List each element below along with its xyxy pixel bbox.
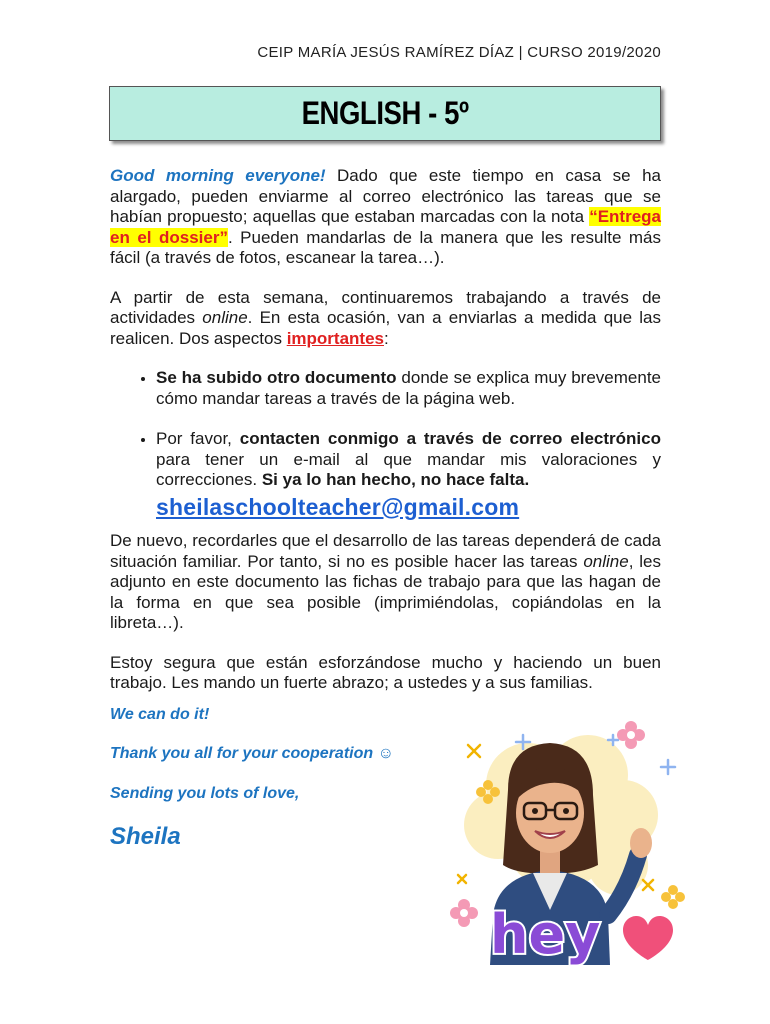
closing-line-2: Thank you all for your cooperation ☺	[110, 745, 394, 762]
title-banner	[109, 86, 661, 141]
intro-text-2: . Pueden mandarlas de la manera que les resulte más fácil (a través de fotos, escanear la tarea…).	[110, 227, 661, 267]
greeting: Good morning everyone!	[110, 166, 326, 185]
paragraph-hug: Estoy segura que están esforzándose mucho y haciendo un buen trabajo. Les mando un fuerte abrazo; a ustedes y a sus familias.	[110, 652, 661, 692]
page-title: ENGLISH - 5º	[301, 95, 469, 131]
bullet2-bold-1: contacten conmigo a través de correo electrónico	[239, 429, 661, 448]
list-item	[156, 368, 661, 409]
closing-line-1: We can do it!	[110, 706, 210, 723]
important-word: importantes	[286, 328, 384, 348]
closing-line-3: Sending you lots of love,	[110, 785, 300, 802]
online-text-3: :	[384, 328, 389, 348]
list-item	[156, 429, 661, 520]
bitmoji-avatar-waving-icon	[438, 715, 688, 965]
signature-name: Sheila	[110, 823, 181, 850]
bullet2-bold-2: Si ya lo han hecho, no hace falta.	[261, 470, 530, 489]
bullet1-bold: Se ha subido otro documento	[156, 368, 397, 387]
paragraph-intro	[110, 166, 661, 269]
bullet2-text-1: Por favor,	[156, 429, 240, 448]
aspects-list	[110, 368, 661, 520]
letter-body	[110, 166, 661, 713]
intro-text-1: Dado que este tiempo en casa se ha alargado, pueden enviarme al correo electrónico las tareas que se habían propuesto; aquellas que estaban marcadas con la nota	[110, 166, 661, 226]
hey-text: hey	[490, 903, 601, 965]
online-text-1: A partir de esta semana, continuaremos trabajando a través de actividades	[110, 287, 661, 327]
online-text-2: . En esta ocasión, van a enviarlas a medida que las realicen. Dos aspectos	[110, 308, 662, 348]
email-link[interactable]: sheilaschoolteacher@gmail.com	[156, 493, 520, 520]
page-header: CEIP MARÍA JESÚS RAMÍREZ DÍAZ | CURSO 2019/2020	[257, 44, 661, 61]
bullet1-text: donde se explica muy brevemente cómo mandar tareas a través de la página web.	[156, 368, 661, 408]
paragraph-family	[110, 531, 661, 634]
family-italic: online	[583, 551, 629, 571]
dossier-note: “Entrega en el dossier”	[110, 207, 661, 247]
paragraph-online	[110, 288, 661, 350]
bullet2-text-2: para tener un e-mail al que mandar mis valoraciones y correcciones.	[156, 449, 661, 489]
family-text-2: , les adjunto en este documento las fichas de trabajo para que las hagan de la forma en que sea posible (imprimiéndolas, copiándolas en la libreta…).	[110, 551, 661, 632]
family-text-1: De nuevo, recordarles que el desarrollo de las tareas dependerá de cada situación familiar. Por tanto, si no es posible hacer las tareas	[110, 531, 661, 571]
online-italic: online	[202, 308, 248, 327]
